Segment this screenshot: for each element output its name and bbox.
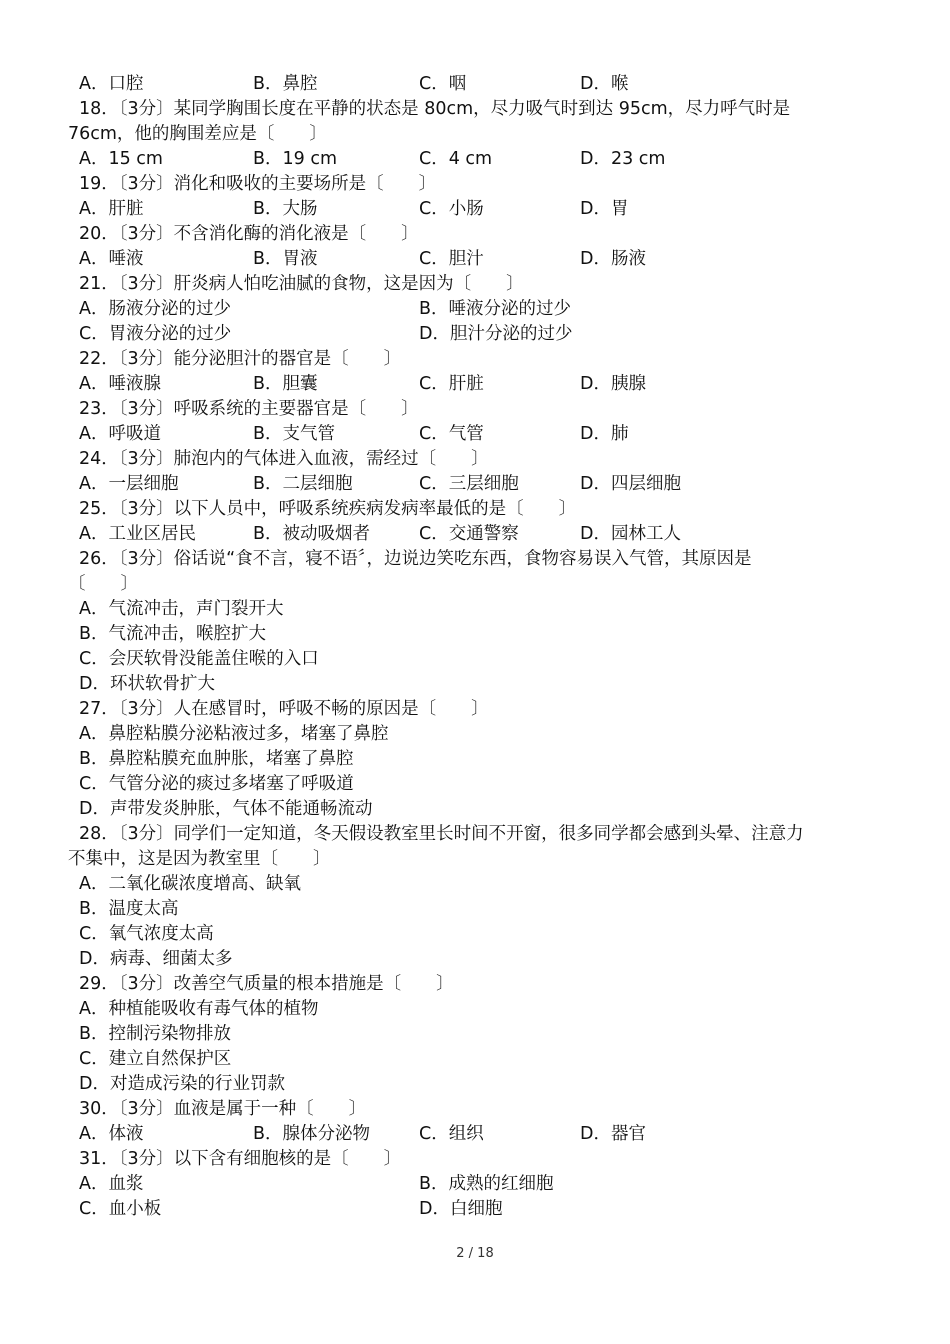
question-stem: 28．〔3分〕同学们一定知道，冬天假设教室里长时间不开窗，很多同学都会感到头晕、注意力 xyxy=(79,824,804,844)
option-a: A．血浆 xyxy=(79,1174,144,1194)
option-b: B．19 cm xyxy=(253,149,338,169)
option-a: A．唾液 xyxy=(79,249,144,269)
options-row xyxy=(0,422,950,447)
option-b: B．控制污染物排放 xyxy=(79,1024,232,1044)
option-a: A．种植能吸收有毒气体的植物 xyxy=(79,999,319,1019)
question-stem: 24．〔3分〕肺泡内的气体进入血液，需经过〔 〕 xyxy=(79,449,489,469)
option-b: B．温度太高 xyxy=(79,899,179,919)
option-c: C．交通警察 xyxy=(419,524,519,544)
option-a: A．鼻腔粘膜分泌粘液过多，堵塞了鼻腔 xyxy=(79,724,389,744)
question-stem: 23．〔3分〕呼吸系统的主要器官是〔 〕 xyxy=(79,399,419,419)
options-row xyxy=(0,147,950,172)
option-d: D．声带发炎肿胀，气体不能通畅流动 xyxy=(79,799,373,819)
exam-page-content xyxy=(0,72,950,1222)
option-b: B．大肠 xyxy=(253,199,318,219)
option-d: D．白细胞 xyxy=(419,1199,503,1219)
option-d: D．园林工人 xyxy=(580,524,681,544)
option-d: D．肠液 xyxy=(580,249,646,269)
option-b: B．胃液 xyxy=(253,249,318,269)
option-b: B．胆囊 xyxy=(253,374,318,394)
question-stem: 18．〔3分〕某同学胸围长度在平静的状态是 80cm，尽力吸气时到达 95cm，尽力呼气时是 xyxy=(79,99,791,119)
option-c: C．4 cm xyxy=(419,149,493,169)
question-stem: 27．〔3分〕人在感冒时，呼吸不畅的原因是〔 〕 xyxy=(79,699,489,719)
question-stem: 22．〔3分〕能分泌胆汁的器官是〔 〕 xyxy=(79,349,402,369)
question-stem-continued: 〔 〕 xyxy=(68,574,138,594)
option-a: A．15 cm xyxy=(79,149,163,169)
options-row xyxy=(0,1172,950,1197)
options-row xyxy=(0,522,950,547)
question-stem: 19．〔3分〕消化和吸收的主要场所是〔 〕 xyxy=(79,174,437,194)
options-row xyxy=(0,72,950,97)
option-c: C．建立自然保护区 xyxy=(79,1049,232,1069)
option-a: A．肝脏 xyxy=(79,199,144,219)
option-d: D．胰腺 xyxy=(580,374,646,394)
question-stem: 29．〔3分〕改善空气质量的根本措施是〔 〕 xyxy=(79,974,454,994)
question-stem: 26．〔3分〕俗话说“食不言，寝不语〞，边说边笑吃东西，食物容易误入气管，其原因是 xyxy=(79,549,752,569)
option-c: C．肝脏 xyxy=(419,374,484,394)
page-number: 2 / 18 xyxy=(456,1246,494,1261)
question-stem: 21．〔3分〕肝炎病人怕吃油腻的食物，这是因为〔 〕 xyxy=(79,274,524,294)
option-a: A．体液 xyxy=(79,1124,144,1144)
option-b: B．鼻腔 xyxy=(253,74,318,94)
option-b: B．气流冲击，喉腔扩大 xyxy=(79,624,267,644)
option-c: C．胃液分泌的过少 xyxy=(79,324,232,344)
option-d: D．病毒、细菌太多 xyxy=(79,949,233,969)
option-c: C．会厌软骨没能盖住喉的入口 xyxy=(79,649,319,669)
option-d: D．器官 xyxy=(580,1124,646,1144)
option-d: D．肺 xyxy=(580,424,629,444)
options-row xyxy=(0,247,950,272)
option-b: B．鼻腔粘膜充血肿胀，堵塞了鼻腔 xyxy=(79,749,354,769)
option-d: D．四层细胞 xyxy=(580,474,681,494)
question-stem: 20．〔3分〕不含消化酶的消化液是〔 〕 xyxy=(79,224,419,244)
option-a: A．肠液分泌的过少 xyxy=(79,299,231,319)
options-row xyxy=(0,322,950,347)
option-c: C．咽 xyxy=(419,74,467,94)
question-stem: 25．〔3分〕以下人员中，呼吸系统疾病发病率最低的是〔 〕 xyxy=(79,499,577,519)
option-d: D．胃 xyxy=(580,199,629,219)
option-b: B．腺体分泌物 xyxy=(253,1124,371,1144)
option-d: D．喉 xyxy=(580,74,629,94)
options-row xyxy=(0,297,950,322)
option-a: A．口腔 xyxy=(79,74,144,94)
option-c: C．小肠 xyxy=(419,199,484,219)
option-a: A．气流冲击，声门裂开大 xyxy=(79,599,284,619)
option-a: A．唾液腺 xyxy=(79,374,161,394)
option-c: C．氧气浓度太高 xyxy=(79,924,214,944)
option-c: C．血小板 xyxy=(79,1199,162,1219)
options-row xyxy=(0,1197,950,1222)
question-stem: 30．〔3分〕血液是属于一种〔 〕 xyxy=(79,1099,367,1119)
option-b: B．成熟的红细胞 xyxy=(419,1174,554,1194)
options-row xyxy=(0,1122,950,1147)
option-d: D．环状软骨扩大 xyxy=(79,674,215,694)
option-d: D．对造成污染的行业罚款 xyxy=(79,1074,285,1094)
options-row xyxy=(0,197,950,222)
question-stem: 31．〔3分〕以下含有细胞核的是〔 〕 xyxy=(79,1149,402,1169)
option-b: B．唾液分泌的过少 xyxy=(419,299,572,319)
option-b: B．支气管 xyxy=(253,424,336,444)
options-row xyxy=(0,372,950,397)
option-c: C．组织 xyxy=(419,1124,484,1144)
option-b: B．被动吸烟者 xyxy=(253,524,371,544)
option-c: C．气管分泌的痰过多堵塞了呼吸道 xyxy=(79,774,354,794)
option-d: D．23 cm xyxy=(580,149,666,169)
option-a: A．一层细胞 xyxy=(79,474,179,494)
option-b: B．二层细胞 xyxy=(253,474,353,494)
question-stem-continued: 不集中，这是因为教室里〔 〕 xyxy=(68,849,331,869)
option-c: C．气管 xyxy=(419,424,484,444)
option-a: A．呼吸道 xyxy=(79,424,161,444)
option-a: A．工业区居民 xyxy=(79,524,196,544)
options-row xyxy=(0,472,950,497)
option-c: C．三层细胞 xyxy=(419,474,519,494)
question-stem-continued: 76cm，他的胸围差应是〔 〕 xyxy=(68,124,327,144)
option-a: A．二氧化碳浓度增高、缺氧 xyxy=(79,874,301,894)
option-d: D．胆汁分泌的过少 xyxy=(419,324,573,344)
option-c: C．胆汁 xyxy=(419,249,484,269)
